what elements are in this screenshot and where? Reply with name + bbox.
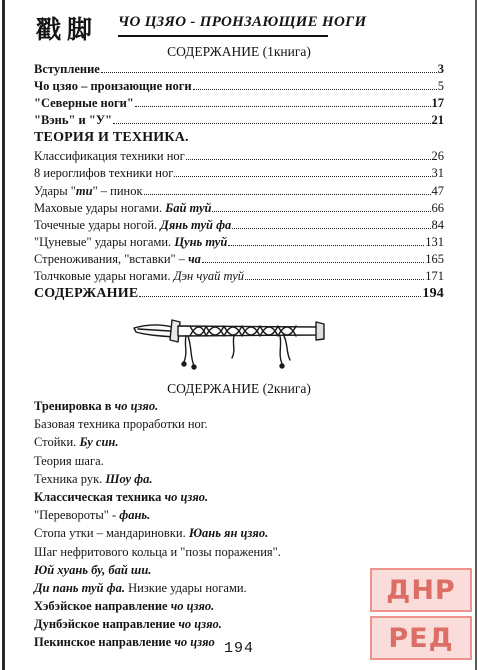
toc-entry-page: 84	[431, 217, 444, 232]
toc-entry-title: Толчковые удары ногами. Дэн чуай туй	[34, 269, 245, 284]
toc-entry-page: 3	[437, 62, 444, 76]
toc-entry	[34, 218, 444, 235]
stamp-line-1: ДНР	[370, 568, 472, 612]
toc-entry	[34, 252, 444, 269]
toc-entry-title: Вступление	[34, 62, 100, 76]
toc-item: Техника рук. Шоу фа.	[34, 471, 153, 486]
toc-entry	[34, 235, 444, 252]
toc-entry-title: "Цуневые" удары ногами. Цунь туй	[34, 234, 228, 249]
toc-entry	[34, 269, 444, 286]
dot-leader	[144, 194, 431, 195]
toc-entry-title: СОДЕРЖАНИЕ	[34, 286, 139, 302]
dot-leader	[212, 211, 430, 212]
toc-entry-title: 8 иероглифов техники ног	[34, 166, 174, 181]
toc-item: Юй хуань бу, бай ши.	[34, 562, 152, 577]
dot-leader	[186, 159, 431, 160]
page-left-edge	[2, 0, 5, 670]
toc-item: Дунбэйское направление чо цзяо.	[34, 617, 222, 632]
toc-entry-page: 66	[431, 200, 444, 215]
toc-book1-heading: СОДЕРЖАНИЕ (1книга)	[167, 44, 311, 59]
toc-entry-title: Удары "ти" – пинок	[34, 183, 143, 198]
dot-leader	[232, 228, 430, 229]
sword-illustration	[130, 312, 326, 374]
toc-entry	[34, 166, 444, 183]
dot-leader	[101, 72, 437, 73]
toc-item: Теория шага.	[34, 453, 104, 468]
toc-entry-title: "Северные ноги"	[34, 96, 134, 111]
toc-entry-page: 5	[437, 79, 444, 94]
toc-item: Пекинское направление чо цзяо	[34, 635, 215, 650]
toc-entry	[34, 113, 444, 130]
toc-entry-title: Чо цзяо – пронзающие ноги	[34, 79, 192, 94]
page-number: 194	[223, 640, 254, 657]
toc-entry	[34, 79, 444, 96]
toc-entry-title: Классификация техники ног	[34, 149, 185, 164]
dot-leader	[139, 296, 421, 297]
toc-entry	[34, 201, 444, 218]
toc-entry-page: 21	[431, 113, 444, 128]
toc-entry-contents	[34, 286, 444, 305]
dot-leader	[113, 123, 431, 124]
toc-item: Ди пань туй фа. Низкие удары ногами.	[34, 580, 247, 595]
toc-section-heading: ТЕОРИЯ И ТЕХНИКА.	[34, 130, 189, 146]
toc-entry-page: 17	[431, 96, 444, 111]
toc-entry-page: 47	[431, 183, 444, 198]
toc-item: Тренировка в чо цзяо.	[34, 399, 159, 413]
header-title: ЧО ЦЗЯО - ПРОНЗАЮЩИЕ НОГИ	[118, 14, 367, 30]
toc-entry-page: 31	[431, 166, 444, 181]
toc-entry-title: "Вэнь" и "У"	[34, 113, 112, 128]
dot-leader	[228, 245, 424, 246]
header-chinese-characters: 戳脚	[36, 15, 99, 44]
dot-leader	[135, 106, 431, 107]
toc-entry	[34, 184, 444, 201]
toc-item: Базовая техника проработки ног.	[34, 417, 208, 432]
toc-entry-title: Маховые удары ногами. Бай туй	[34, 200, 212, 215]
toc-book2-heading: СОДЕРЖАНИЕ (2книга)	[167, 381, 311, 396]
toc-entry-page: 171	[425, 269, 444, 284]
toc-item: Шаг нефритового кольца и "позы поражения".	[34, 544, 281, 559]
toc-entry	[34, 62, 444, 79]
toc-item: Классическая техника чо цзяо.	[34, 489, 209, 504]
toc-item: "Перевороты" - фань.	[34, 508, 151, 523]
toc-entry-page: 194	[422, 286, 444, 302]
dot-leader	[202, 262, 424, 263]
toc-entry-page: 165	[425, 251, 444, 266]
toc-entry	[34, 96, 444, 113]
page-right-edge	[475, 0, 477, 670]
toc-entry-page: 131	[425, 234, 444, 249]
toc-entry-title: Точечные удары ногой. Дянь туй фа	[34, 217, 232, 232]
toc-book1-list	[34, 62, 444, 305]
dot-leader	[174, 176, 430, 177]
toc-item: Хэбэйское направление чо цзяо.	[34, 599, 215, 614]
toc-book2-list	[34, 399, 394, 654]
dot-leader	[193, 89, 437, 90]
header-underline	[118, 35, 328, 37]
toc-entry	[34, 149, 444, 166]
toc-entry-title: Стреноживания, "вставки" – ча	[34, 251, 201, 266]
dot-leader	[245, 279, 424, 280]
stamp-line-2: РЕД	[370, 616, 472, 660]
toc-item: Стопа утки – мандариновки. Юань ян цзяо.	[34, 526, 269, 541]
toc-entry-page: 26	[431, 149, 444, 164]
toc-item: Стойки. Бу син.	[34, 435, 119, 450]
watermark-stamp	[370, 568, 472, 652]
